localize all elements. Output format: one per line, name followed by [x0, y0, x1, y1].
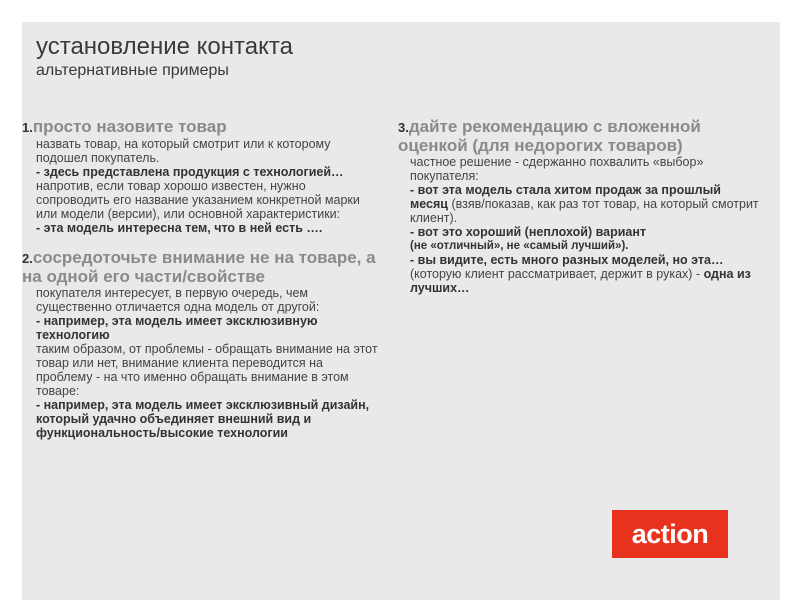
item-3-example-1: - вот эта модель стала хитом продаж за прошлый месяц — [410, 183, 721, 211]
item-3-example-3-note: (которую клиент рассматривает, держит в руках) - — [410, 267, 704, 281]
slide-subtitle: альтернативные примеры — [36, 62, 229, 79]
item-3-example-2-note: (не «отличный», не «самый лучший»). — [410, 240, 629, 252]
item-3 — [398, 118, 760, 295]
item-2-example-1: - например, эта модель имеет эксклюзивную технологию — [36, 314, 318, 342]
slide-title: установление контакта — [36, 33, 293, 60]
item-3-number: 3. — [398, 120, 409, 135]
item-1 — [22, 118, 380, 235]
item-3-example-1-note: (взяв/показав, как раз тот товар, на который смотрит клиент). — [410, 197, 759, 225]
item-2-example-2: - например, эта модель имеет эксклюзивный дизайн, который удачно объединяет внешний вид и функциональность/высокие технологии — [36, 398, 370, 440]
item-2 — [22, 249, 380, 440]
item-1-example-1: - здесь представлена продукция с технологией… — [36, 165, 344, 179]
item-2-number: 2. — [22, 251, 33, 266]
item-2-text-1: покупателя интересует, в первую очередь, чем существенно отличается одна модель от другой: — [36, 286, 320, 314]
item-3-example-3: - вы видите, есть много разных моделей, но эта… — [410, 253, 724, 267]
action-logo-text: action — [631, 518, 709, 549]
item-2-heading: сосредоточьте внимание не на товаре, а на одной его части/свойстве — [22, 248, 376, 286]
action-logo — [612, 510, 728, 558]
item-1-text-1: назвать товар, на который смотрит или к которому подошел покупатель. — [36, 137, 331, 165]
item-1-number: 1. — [22, 120, 33, 135]
item-3-heading: дайте рекомендацию с вложенной оценкой (для недорогих товаров) — [398, 117, 701, 155]
item-1-heading: просто назовите товар — [32, 117, 227, 136]
item-3-text-1: частное решение - сдержанно похвалить «выбор» покупателя: — [410, 155, 704, 183]
left-column — [22, 118, 380, 454]
item-3-example-2: - вот это хороший (неплохой) вариант — [410, 225, 647, 239]
item-1-example-2: - эта модель интересна тем, что в ней есть …. — [36, 221, 323, 235]
item-2-text-2: таким образом, от проблемы - обращать внимание на этот товар или нет, внимание клиента переводится на проблему - на что именно обращать внимание в этом товаре: — [36, 342, 378, 398]
item-1-text-2: напротив, если товар хорошо известен, нужно сопроводить его название указанием конкретной марки или модели (версии), или основной характеристики: — [36, 179, 360, 221]
item-3-example-3-end: одна из лучших… — [410, 267, 751, 295]
right-column — [398, 118, 760, 309]
